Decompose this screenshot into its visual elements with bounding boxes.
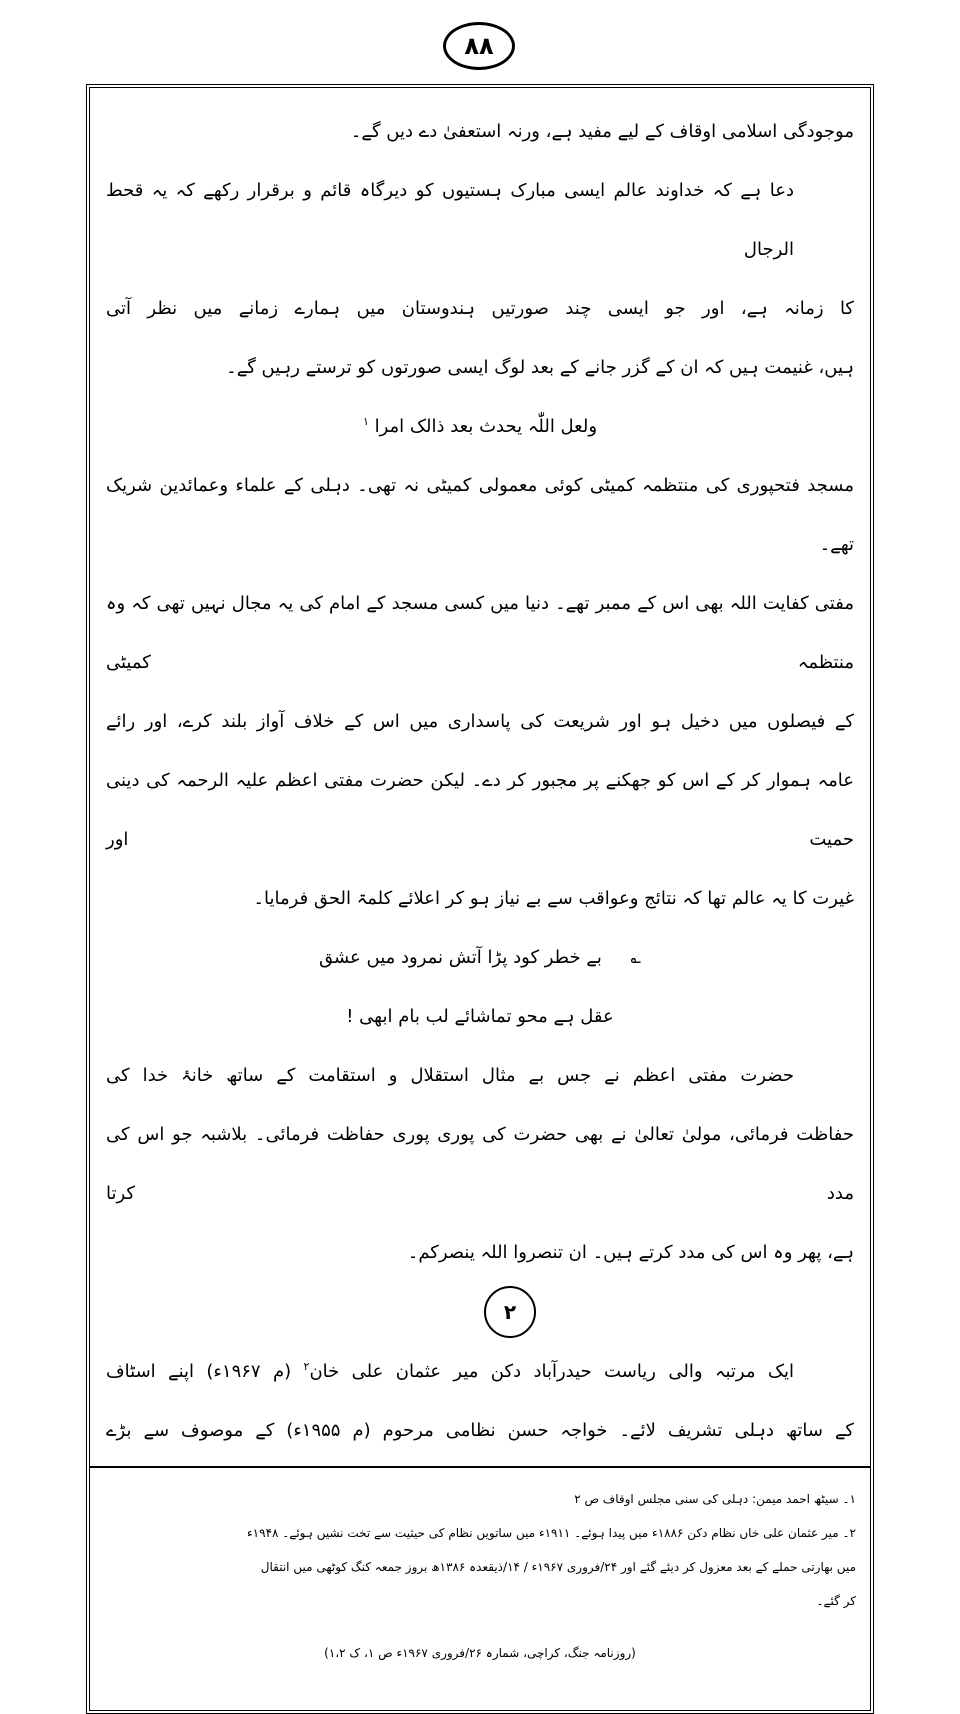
text-segment: (م ۱۹۶۷ء) اپنے اسٹاف [106, 1361, 292, 1382]
footnote: میں بھارتی حملے کے بعد معزول کر دیئے گئے اور ۲۴/فروری ۱۹۶۷ء / ۱۴/ذیقعدہ ۱۳۸۶ھ بروز جمعہ کنگ کوٹھی میں انتقال [260, 1560, 856, 1574]
text-line: مفتی کفایت اللہ بھی اس کے ممبر تھے۔ دنیا میں کسی مسجد کے امام کی یہ مجال نہیں تھی کہ وہ منتظمہ کمیٹی [106, 593, 854, 673]
text-line: دعا ہے کہ خداوند عالم ایسی مبارک ہستیوں کو دیرگاہ قائم و برقرار رکھے کہ یہ قحط الرجال [106, 180, 794, 260]
footnote-ref: ۱ [362, 415, 369, 428]
text-line: حضرت مفتی اعظم نے جس بے مثال استقلال و استقامت کے ساتھ خانۂ خدا کی [106, 1065, 794, 1086]
text-line: ہے، پھر وہ اس کی مدد کرتے ہیں۔ ان تنصروا اللہ ینصرکم۔ [407, 1242, 854, 1263]
footnote: کر گئے۔ [816, 1594, 856, 1608]
verse-mark: ؎ [630, 947, 641, 968]
text-line: کے فیصلوں میں دخیل ہو اور شریعت کی پاسداری میں اس کے خلاف آواز بلند کرے، اور رائے [106, 711, 854, 732]
text-line: مسجد فتحپوری کی منتظمہ کمیٹی کوئی معمولی کمیٹی نہ تھی۔ دہلی کے علماء وعمائدین شریک تھے۔ [106, 475, 854, 555]
section-number: ۲ [484, 1286, 536, 1338]
section-number-row [106, 1282, 854, 1342]
footnote-citation: (روزنامہ جنگ، کراچی، شمارہ ۲۶/فروری ۱۹۶۷ء ص ۱، ک ۱،۲) [324, 1646, 636, 1660]
text-line: حفاظت فرمائی، مولیٰ تعالیٰ نے بھی حضرت کی پوری پوری حفاظت فرمائی۔ بلاشبہ جو اس کی مدد کرتا [106, 1124, 854, 1204]
text-segment: ایک مرتبہ والی ریاست حیدرآباد دکن میر عثمان علی خان [309, 1361, 795, 1382]
main-text [90, 88, 870, 1466]
quote-text: ولعل اللّٰہ یحدث بعد ذالک امرا [374, 416, 598, 437]
text-line: عامہ ہموار کر کے اس کو جھکنے پر مجبور کر دے۔ لیکن حضرت مفتی اعظم علیہ الرحمہ کی دینی حمیت اور [106, 770, 854, 850]
text-line: ہیں، غنیمت ہیں کہ ان کے گزر جانے کے بعد لوگ ایسی صورتوں کو ترستے رہیں گے۔ [226, 357, 854, 378]
verse-line: عقل ہے محو تماشائے لب بام ابھی ! [346, 1006, 614, 1027]
text-line [106, 1342, 854, 1401]
verse-text: بے خطر کود پڑا آتش نمرود میں عشق [318, 947, 602, 968]
quote-line [106, 397, 854, 456]
verse-line [106, 928, 854, 987]
page-frame [86, 84, 874, 1714]
footnote-ref: ۲ [303, 1360, 310, 1373]
page-number: ۸۸ [443, 22, 515, 70]
footnotes [90, 1468, 870, 1710]
footnote: ۱۔ سیٹھ احمد میمن: دہلی کی سنی مجلس اوقاف ص ۲ [574, 1492, 856, 1506]
text-line: غیرت کا یہ عالم تھا کہ نتائج وعواقب سے بے نیاز ہو کر اعلائے کلمۃ الحق فرمایا۔ [253, 888, 854, 909]
text-line: کے ساتھ دہلی تشریف لائے۔ خواجہ حسن نظامی مرحوم (م ۱۹۵۵ء) کے موصوف سے بڑے [106, 1420, 854, 1441]
text-line: کا زمانہ ہے، اور جو ایسی چند صورتیں ہندوستان میں ہمارے زمانے میں نظر آتی [106, 298, 854, 319]
footnote: ۲۔ میر عثمان علی خاں نظام دکن ۱۸۸۶ء میں پیدا ہوئے۔ ۱۹۱۱ء میں ساتویں نظام کی حیثیت سے تخت نشیں ہوئے۔ ۱۹۴۸ء [247, 1526, 856, 1540]
text-line: موجودگی اسلامی اوقاف کے لیے مفید ہے، ورنہ استعفیٰ دے دیں گے۔ [350, 121, 854, 142]
